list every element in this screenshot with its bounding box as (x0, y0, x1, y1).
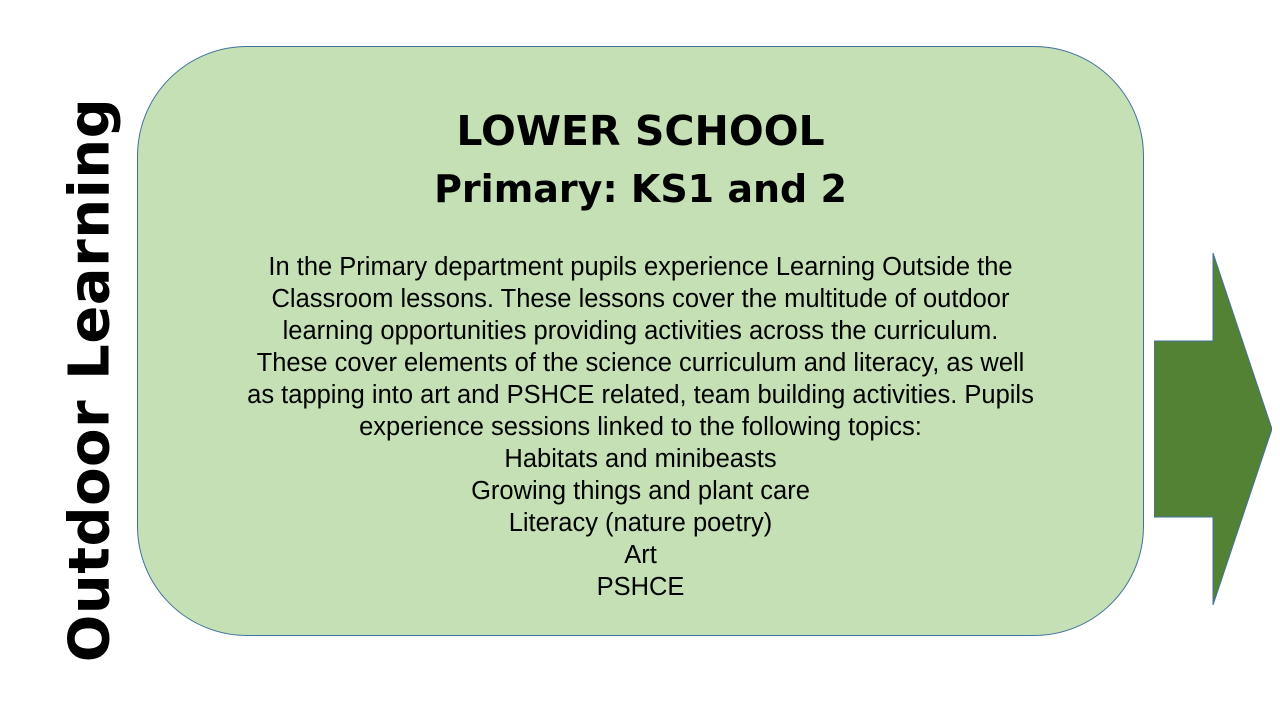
intro-line: experience sessions linked to the following topics: (359, 413, 922, 441)
panel-body (158, 251, 1123, 603)
intro-line: Classroom lessons. These lessons cover the multitude of outdoor (271, 285, 1010, 313)
intro-line: In the Primary department pupils experience Learning Outside the (268, 253, 1013, 281)
intro-line: learning opportunities providing activities across the curriculum. (282, 317, 999, 345)
side-title: Outdoor Learning (57, 97, 123, 663)
topic-item: PSHCE (596, 573, 685, 601)
topic-item: Art (624, 541, 657, 569)
intro-line: These cover elements of the science curriculum and literacy, as well (256, 349, 1025, 377)
topic-item: Growing things and plant care (471, 477, 810, 505)
panel-heading-school: LOWER SCHOOL (456, 107, 825, 155)
side-title-container (40, 97, 140, 663)
panel-heading-stage: Primary: KS1 and 2 (434, 167, 847, 211)
content-panel (137, 46, 1144, 636)
topic-item: Literacy (nature poetry) (508, 509, 773, 537)
intro-line: as tapping into art and PSHCE related, team building activities. Pupils (247, 381, 1034, 409)
right-arrow-icon[interactable] (1154, 253, 1272, 605)
topic-item: Habitats and minibeasts (504, 445, 777, 473)
topic-list (158, 443, 1123, 603)
